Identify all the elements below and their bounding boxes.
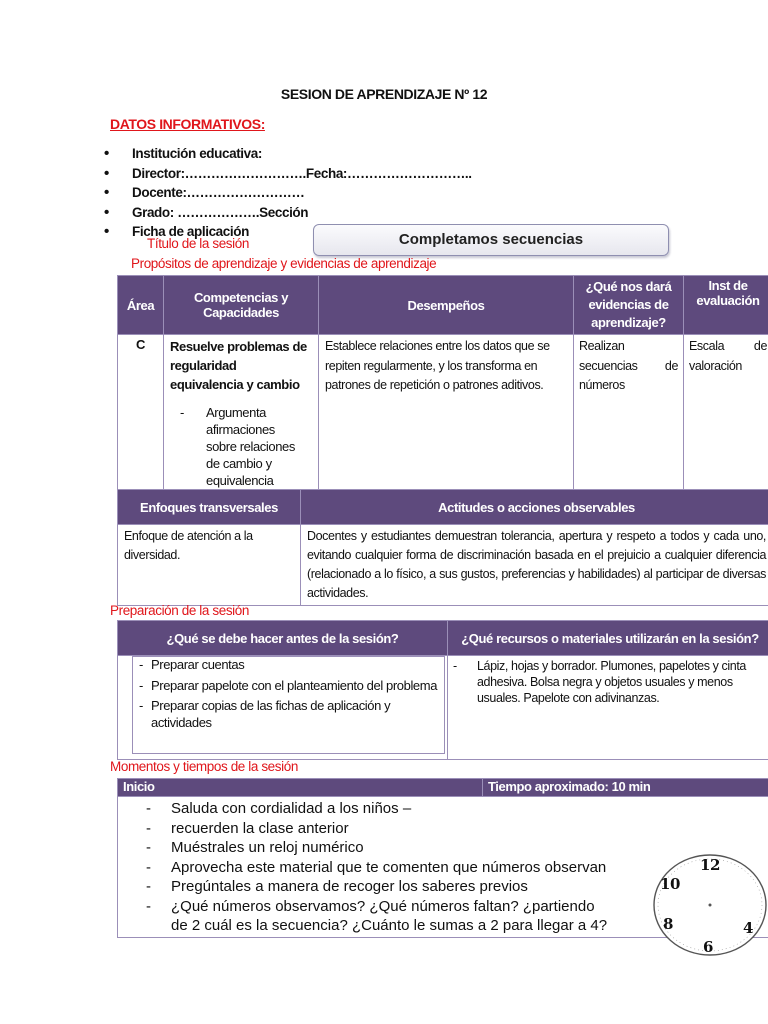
antes-list: - Preparar cuentas - Preparar papelote con el planteamiento del problema - Preparar copias de las fichas de aplicación y actividades <box>132 656 445 754</box>
datos-item-director: • Director:……………………….Fecha:……………………….. <box>104 164 472 184</box>
header-actitudes: Actitudes o acciones observables <box>301 490 768 525</box>
clock-image <box>650 853 768 957</box>
clock-num-6: 6 <box>702 938 714 956</box>
recursos-cell <box>448 656 768 760</box>
datos-item-ficha: • Ficha de aplicación <box>104 222 472 242</box>
header-area: Área <box>118 276 164 335</box>
area-cell: C <box>118 335 164 492</box>
competencia-text: Resuelve problemas de regularidad equivalencia y cambio <box>170 339 307 392</box>
preparacion-table <box>117 620 768 760</box>
step-item: Pregúntales a manera de recoger los saberes previos <box>171 878 528 895</box>
clock-num-4: 4 <box>742 919 754 937</box>
preparacion-heading: Preparación de la sesión <box>110 603 249 618</box>
antes-cell <box>118 656 448 760</box>
steps-list: - Saluda con cordialidad a los niños – - recuerden la clase anterior - Muéstrales un reloj numérico - Aprovecha este material que te comenten que números observan - Pregúntales a manera de recoger los saberes previos - ¿Qué números observamos? ¿Qué números faltan? ¿partiendo de 2 cuál es la secuencia? ¿Cuánto le sumas a 2 para llegar a 4? <box>118 797 768 936</box>
inicio-label: Inicio <box>118 779 483 797</box>
capacidad-text: Argumenta afirmaciones sobre relaciones de cambio y equivalencia <box>206 405 295 488</box>
momentos-heading: Momentos y tiempos de la sesión <box>110 759 298 774</box>
step-item: Saluda con cordialidad a los niños – <box>171 800 412 817</box>
header-desempenos: Desempeños <box>319 276 574 335</box>
header-competencias: Competencias y Capacidades <box>164 276 319 335</box>
step-item: Muéstrales un reloj numérico <box>171 839 364 856</box>
clock-num-12: 12 <box>699 856 721 874</box>
recursos-dash: - <box>453 659 457 673</box>
competencia-cell <box>164 335 319 492</box>
session-title-box: Completamos secuencias <box>313 224 669 256</box>
step-item: ¿Qué números observamos? ¿Qué números faltan? ¿partiendo de 2 cuál es la secuencia? ¿Cuánto le sumas a 2 para llegar a 4? <box>171 897 608 934</box>
header-evidencias: ¿Qué nos dará evidencias de aprendizaje? <box>574 276 684 335</box>
header-enfoques: Enfoques transversales <box>118 490 301 525</box>
clock-num-8: 8 <box>662 915 674 933</box>
clock-num-10: 10 <box>659 875 681 893</box>
header-instrumento: Inst de evaluación <box>684 276 768 335</box>
document-title: SESION DE APRENDIZAJE Nº 12 <box>280 86 488 102</box>
titulo-label: Título de la sesión <box>147 236 249 251</box>
propositos-heading: Propósitos de aprendizaje y evidencias de aprendizaje <box>131 256 437 271</box>
propositos-table <box>117 275 768 492</box>
datos-informativos-heading: DATOS INFORMATIVOS: <box>110 116 265 132</box>
datos-item-docente: • Docente:……………………… <box>104 183 472 203</box>
datos-item-institucion: • Institución educativa: <box>104 144 472 164</box>
tiempo-label: Tiempo aproximado: 10 min <box>483 779 768 797</box>
antes-item: Preparar papelote con el planteamiento del problema <box>151 677 438 693</box>
capacidad-dash: - <box>180 405 184 420</box>
recursos-text: Lápiz, hojas y borrador. Plumones, papelotes y cinta adhesiva. Bolsa negra y objetos usuales y menos usuales. Papelote con adivinanzas. <box>477 659 746 705</box>
actitudes-cell: Docentes y estudiantes demuestran tolerancia, apertura y respeto a todos y cada uno, evitando cualquier forma de discriminación basada en el prejuicio a cualquier diferencia (relacionado a lo físico, a sus gustos, preferencias y habilidades) al participar de diversas actividades. <box>301 525 768 606</box>
desempeno-cell: Establece relaciones entre los datos que se repiten regularmente, y los transforma en patrones de repetición o patrones aditivos. <box>319 335 574 492</box>
datos-item-grado: • Grado: ……………….Sección <box>104 203 472 223</box>
header-antes: ¿Qué se debe hacer antes de la sesión? <box>118 621 448 656</box>
inicio-steps-cell <box>118 797 768 956</box>
momentos-table <box>117 778 768 956</box>
evidencia-cell: Realizan secuencias de números <box>574 335 684 492</box>
header-recursos: ¿Qué recursos o materiales utilizarán en la sesión? <box>448 621 768 656</box>
step-item: Aprovecha este material que te comenten que números observan <box>171 858 607 876</box>
antes-item: Preparar copias de las fichas de aplicación y actividades <box>151 698 391 730</box>
clock-center <box>709 904 712 907</box>
instrumento-cell: Escala de valoración <box>684 335 768 492</box>
step-item: recuerden la clase anterior <box>171 819 349 837</box>
enfoque-cell: Enfoque de atención a la diversidad. <box>118 525 301 606</box>
enfoques-table <box>117 489 768 606</box>
antes-item: Preparar cuentas <box>151 657 245 672</box>
